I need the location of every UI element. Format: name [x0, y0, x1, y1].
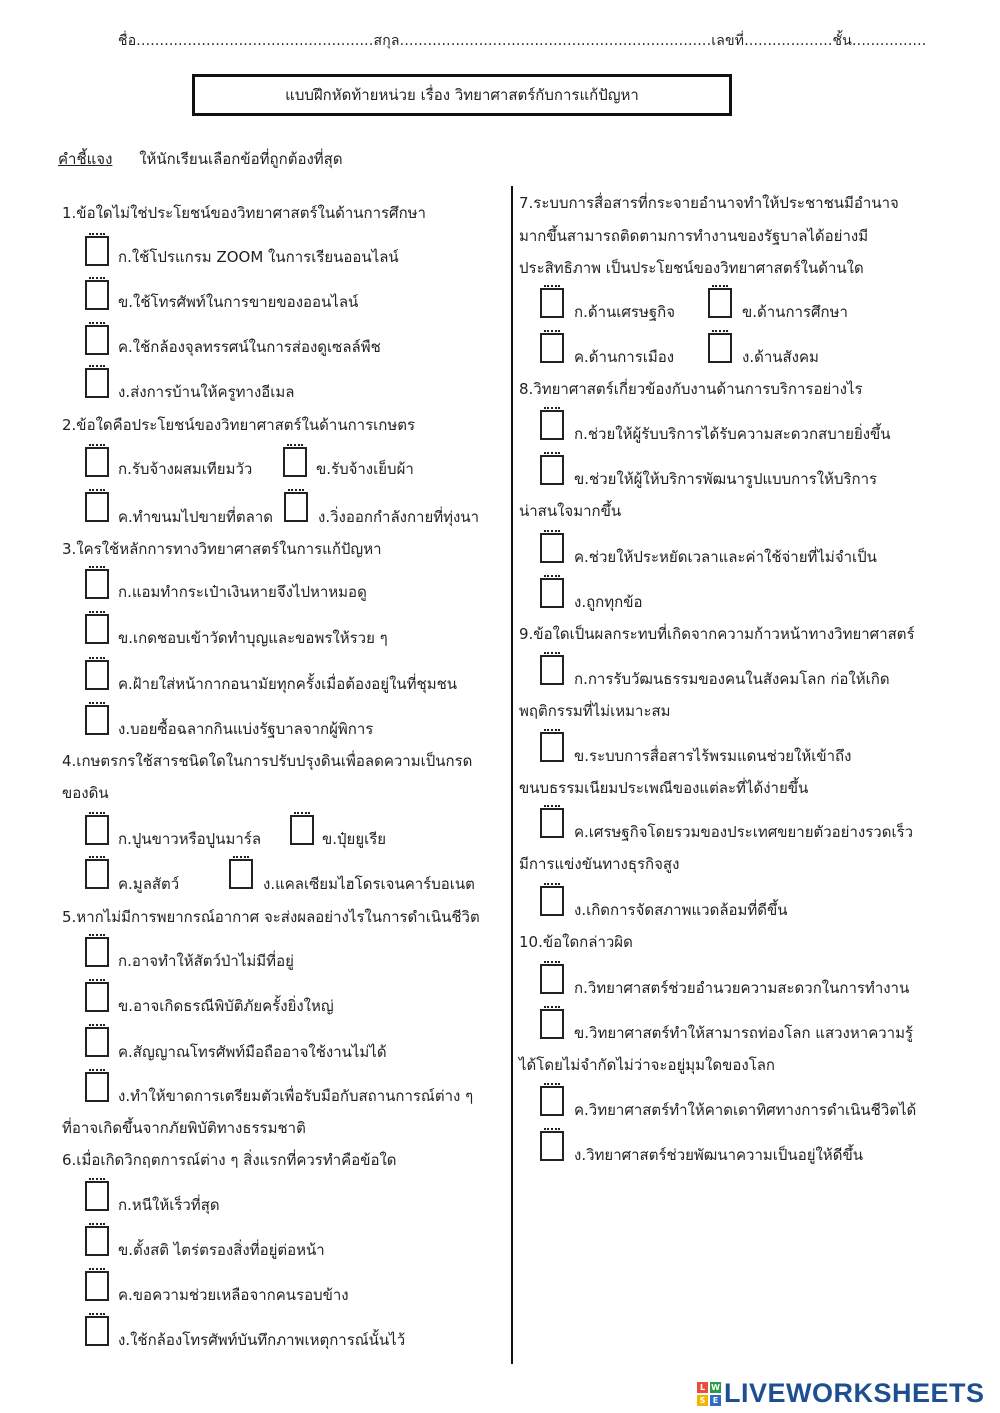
student-info-line: ชื่อ...................................................สกุล...................................................................เลขที่...................ชั้น................	[118, 33, 927, 49]
question-7-option-d: ง.ด้านสังคม	[742, 348, 819, 366]
answer-checkbox[interactable]	[540, 808, 564, 838]
question-7-option-a: ก.ด้านเศรษฐกิจ	[574, 303, 676, 321]
answer-checkbox[interactable]	[229, 859, 253, 889]
question-5-option-d-line1: ง.ทำให้ขาดการเตรียมตัวเพื่อรับมือกับสถานการณ์ต่าง ๆ	[118, 1087, 474, 1105]
question-8-option-b-line1: ข.ช่วยให้ผู้ให้บริการพัฒนารูปแบบการให้บริการ	[574, 470, 878, 488]
answer-checkbox[interactable]	[85, 1072, 109, 1102]
question-3-option-d: ง.บอยซื้อฉลากกินแบ่งรัฐบาลจากผู้พิการ	[118, 720, 374, 738]
question-9-option-b-line1: ข.ระบบการสื่อสารไร้พรมแดนช่วยให้เข้าถึง	[574, 747, 852, 765]
column-divider	[511, 186, 513, 1364]
answer-checkbox[interactable]	[540, 732, 564, 762]
instructions-label: คำชี้แจง	[58, 150, 113, 168]
answer-checkbox[interactable]	[85, 859, 109, 889]
answer-checkbox[interactable]	[85, 325, 109, 355]
logo-letter: S	[697, 1395, 708, 1406]
question-3-text: 3.ใครใช้หลักการทางวิทยาศาสตร์ในการแก้ปัญหา	[62, 540, 382, 558]
answer-checkbox[interactable]	[85, 660, 109, 690]
liveworksheets-logo	[697, 1378, 985, 1409]
question-9-option-c-line2: มีการแข่งขันทางธุรกิจสูง	[519, 855, 680, 873]
answer-checkbox[interactable]	[540, 1009, 564, 1039]
question-10-option-d: ง.วิทยาศาสตร์ช่วยพัฒนาความเป็นอยู่ให้ดีขึ้น	[574, 1146, 863, 1164]
question-6-option-c: ค.ขอความช่วยเหลือจากคนรอบข้าง	[118, 1286, 349, 1304]
question-6-option-a: ก.หนีให้เร็วที่สุด	[118, 1196, 220, 1214]
answer-checkbox[interactable]	[85, 1027, 109, 1057]
answer-checkbox[interactable]	[290, 815, 314, 845]
question-2-option-c: ค.ทำขนมไปขายที่ตลาด	[118, 508, 274, 526]
question-2-text: 2.ข้อใดคือประโยชน์ของวิทยาศาสตร์ในด้านการเกษตร	[62, 416, 416, 434]
answer-checkbox[interactable]	[283, 447, 307, 477]
question-8-option-c: ค.ช่วยให้ประหยัดเวลาและค่าใช้จ่ายที่ไม่จำเป็น	[574, 548, 877, 566]
question-1-text: 1.ข้อใดไม่ใช่ประโยชน์ของวิทยาศาสตร์ในด้านการศึกษา	[62, 204, 426, 222]
logo-text: LIVEWORKSHEETS	[724, 1378, 985, 1408]
question-8-option-d: ง.ถูกทุกข้อ	[574, 593, 643, 611]
question-4-option-d: ง.แคลเซียมไฮโดรเจนคาร์บอเนต	[263, 875, 475, 893]
question-10-option-b-line2: ได้โดยไม่จำกัดไม่ว่าจะอยู่มุมใดของโลก	[519, 1056, 776, 1074]
question-7-text-line1: 7.ระบบการสื่อสารที่กระจายอำนาจทำให้ประชาชนมีอำนาจ	[519, 194, 899, 212]
worksheet-title-box	[192, 74, 732, 116]
question-8-option-a: ก.ช่วยให้ผู้รับบริการได้รับความสะดวกสบายยิ่งขึ้น	[574, 425, 891, 443]
question-5-text: 5.หากไม่มีการพยากรณ์อากาศ จะส่งผลอย่างไรในการดำเนินชีวิต	[62, 908, 480, 926]
question-1-option-b: ข.ใช้โทรศัพท์ในการขายของออนไลน์	[118, 293, 359, 311]
answer-checkbox[interactable]	[540, 1131, 564, 1161]
answer-checkbox[interactable]	[708, 288, 732, 318]
question-3-option-c: ค.ฝ้ายใส่หน้ากากอนามัยทุกครั้งเมื่อต้องอยู่ในที่ชุมชน	[118, 675, 458, 693]
question-6-text: 6.เมื่อเกิดวิกฤตการณ์ต่าง ๆ สิ่งแรกที่ควรทำคือข้อใด	[62, 1151, 397, 1169]
answer-checkbox[interactable]	[85, 1316, 109, 1346]
answer-checkbox[interactable]	[85, 280, 109, 310]
question-2-option-d: ง.วิ่งออกกำลังกายที่ทุ่งนา	[318, 508, 480, 526]
answer-checkbox[interactable]	[540, 1086, 564, 1116]
answer-checkbox[interactable]	[540, 410, 564, 440]
question-6-option-d: ง.ใช้กล้องโทรศัพท์บันทึกภาพเหตุการณ์นั้นไว้	[118, 1331, 406, 1349]
question-9-option-c-line1: ค.เศรษฐกิจโดยรวมของประเทศขยายตัวอย่างรวดเร็ว	[574, 823, 914, 841]
answer-checkbox[interactable]	[85, 705, 109, 735]
question-2-option-a: ก.รับจ้างผสมเทียมวัว	[118, 460, 253, 478]
question-1-option-a: ก.ใช้โปรแกรม ZOOM ในการเรียนออนไลน์	[118, 248, 399, 266]
logo-letter: W	[711, 1382, 720, 1392]
question-7-option-c: ค.ด้านการเมือง	[574, 348, 675, 366]
question-9-option-d: ง.เกิดการจัดสภาพแวดล้อมที่ดีขึ้น	[574, 901, 788, 919]
answer-checkbox[interactable]	[540, 964, 564, 994]
answer-checkbox[interactable]	[85, 614, 109, 644]
question-10-option-a: ก.วิทยาศาสตร์ช่วยอำนวยความสะดวกในการทำงาน	[574, 979, 910, 997]
logo-letter: E	[710, 1395, 721, 1406]
answer-checkbox[interactable]	[540, 655, 564, 685]
question-8-option-b-line2: น่าสนใจมากขึ้น	[519, 502, 622, 520]
answer-checkbox[interactable]	[85, 447, 109, 477]
answer-checkbox[interactable]	[85, 815, 109, 845]
answer-checkbox[interactable]	[540, 288, 564, 318]
question-10-option-b-line1: ข.วิทยาศาสตร์ทำให้สามารถท่องโลก แสวงหาความรู้	[574, 1024, 914, 1042]
question-5-option-b: ข.อาจเกิดธรณีพิบัติภัยครั้งยิ่งใหญ่	[118, 997, 334, 1015]
question-2-option-b: ข.รับจ้างเย็บผ้า	[316, 460, 414, 478]
instructions-text: ให้นักเรียนเลือกข้อที่ถูกต้องที่สุด	[139, 150, 343, 168]
question-4-option-b: ข.ปุ๋ยยูเรีย	[322, 830, 387, 848]
logo-letter: L	[697, 1382, 708, 1393]
instructions	[58, 147, 343, 171]
question-3-option-b: ข.เกดชอบเข้าวัดทำบุญและขอพรให้รวย ๆ	[118, 629, 388, 647]
answer-checkbox[interactable]	[85, 1226, 109, 1256]
answer-checkbox[interactable]	[85, 569, 109, 599]
question-4-text-line2: ของดิน	[62, 784, 109, 802]
question-4-text-line1: 4.เกษตรกรใช้สารชนิดใดในการปรับปรุงดินเพื่อลดความเป็นกรด	[62, 752, 473, 770]
question-10-option-c: ค.วิทยาศาสตร์ทำให้คาดเดาทิศทางการดำเนินชีวิตได้	[574, 1101, 917, 1119]
worksheet-title: แบบฝึกหัดท้ายหน่วย เรื่อง วิทยาศาสตร์กับการแก้ปัญหา	[285, 86, 639, 104]
answer-checkbox[interactable]	[85, 1181, 109, 1211]
question-1-option-d: ง.ส่งการบ้านให้ครูทางอีเมล	[118, 383, 295, 401]
question-5-option-a: ก.อาจทำให้สัตว์ป่าไม่มีที่อยู่	[118, 952, 294, 970]
answer-checkbox[interactable]	[85, 1271, 109, 1301]
answer-checkbox[interactable]	[540, 533, 564, 563]
question-6-option-b: ข.ตั้งสติ ไตร่ตรองสิ่งที่อยู่ต่อหน้า	[118, 1241, 325, 1259]
question-9-text: 9.ข้อใดเป็นผลกระทบที่เกิดจากความก้าวหน้าทางวิทยาศาสตร์	[519, 625, 915, 643]
question-3-option-a: ก.แอมทำกระเป๋าเงินหายจึงไปหาหมอดู	[118, 583, 367, 601]
answer-checkbox[interactable]	[284, 492, 308, 522]
answer-checkbox[interactable]	[540, 333, 564, 363]
answer-checkbox[interactable]	[708, 333, 732, 363]
question-7-text-line2: มากขึ้นสามารถติดตามการทำงานของรัฐบาลได้อย่างมี	[519, 227, 869, 245]
question-9-option-a-line1: ก.การรับวัฒนธรรมของคนในสังคมโลก ก่อให้เกิด	[574, 670, 890, 688]
question-9-option-a-line2: พฤติกรรมที่ไม่เหมาะสม	[519, 702, 671, 720]
answer-checkbox[interactable]	[85, 982, 109, 1012]
answer-checkbox[interactable]	[540, 578, 564, 608]
question-8-text: 8.วิทยาศาสตร์เกี่ยวข้องกับงานด้านการบริการอย่างไร	[519, 380, 863, 398]
question-7-text-line3: ประสิทธิภาพ เป็นประโยชน์ของวิทยาศาสตร์ในด้านใด	[519, 259, 864, 277]
answer-checkbox[interactable]	[85, 236, 109, 266]
answer-checkbox[interactable]	[85, 368, 109, 398]
logo-mark-icon	[697, 1382, 721, 1406]
question-5-option-c: ค.สัญญาณโทรศัพท์มือถืออาจใช้งานไม่ได้	[118, 1043, 387, 1061]
question-1-option-c: ค.ใช้กล้องจุลทรรศน์ในการส่องดูเซลล์พืช	[118, 338, 381, 356]
question-10-text: 10.ข้อใดกล่าวผิด	[519, 933, 633, 951]
question-7-option-b: ข.ด้านการศึกษา	[742, 303, 848, 321]
answer-checkbox[interactable]	[85, 937, 109, 967]
answer-checkbox[interactable]	[540, 886, 564, 916]
question-9-option-b-line2: ขนบธรรมเนียมประเพณีของแต่ละที่ได้ง่ายขึ้น	[519, 779, 809, 797]
question-4-option-c: ค.มูลสัตว์	[118, 875, 180, 893]
answer-checkbox[interactable]	[540, 455, 564, 485]
question-5-option-d-line2: ที่อาจเกิดขึ้นจากภัยพิบัติทางธรรมชาติ	[62, 1119, 306, 1137]
answer-checkbox[interactable]	[85, 492, 109, 522]
question-4-option-a: ก.ปูนขาวหรือปูนมาร์ล	[118, 830, 262, 848]
